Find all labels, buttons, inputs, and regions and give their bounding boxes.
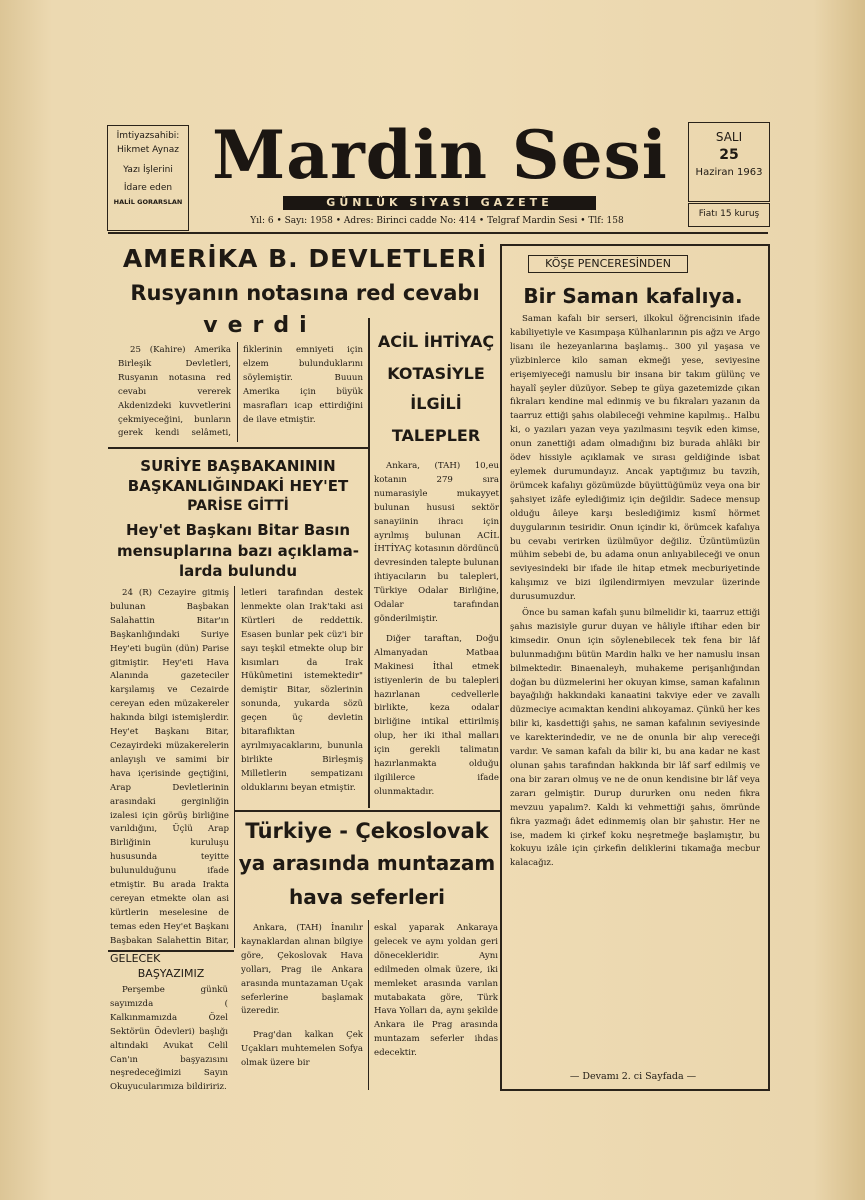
flights-headline-3: hava seferleri (289, 885, 445, 909)
column-paragraph-2: Önce bu saman kafalı şunu bilmelidir ki, taarruz ettiği şahıs mazisiyle gurur duyan ve hâliyle iftihar eden bir kimsedir. Onun için söylenebilecek tek fena bir lâf bulunmadığını bütün Mardin halkı ve her namuslu insan bilmektedir. Binaenaleyh, muhakeme perişanlığından doğan bu düzmelerini her okuyan kimse, saman kafalının bayağılığı hakkındaki kanaatini takviye eder ve zavallı düzmeciye acımaktan kendini alıkoyamaz. Çünkü her kes bilir ki, kasdettiği şahıs, ne saman kafalının seviyesinde ve karekterindedir, ve ne de onunla bir alıp vereceği vardır. Ve saman kafalı da bilir ki, bu ana kadar ne kast olunan şahıs tarafından hakkında bir lâf sarf edilmiş ve ona bir zararı olmuş ve ne de onun kendisine bir lâf veya zararı gelmiştir. Durup dururken onu neden fıkra mevzuu yapalım?. Kaldı ki vehmettiği şahıs, ömründe fıkra yazmağı âdet edinmemiş olan bir şahıstır. Her ne ise, madem ki çirkef koku neşretmeğe başlamıştır, bu kokuyu izâle için çirkefin deliklerini tıkamağa mecbur kalacağız. (510, 608, 760, 869)
acil-headline-1: ACİL İHTİYAÇ (377, 332, 495, 351)
flights-col-1 (241, 922, 363, 1092)
column-label: KÖŞE PENCERESİNDEN (528, 255, 688, 273)
america-col-1 (118, 344, 231, 442)
column-headline: Bir Saman kafalıya. (523, 284, 743, 308)
issue-price: Fiatı 15 kuruş (698, 209, 760, 219)
syria-subhead-1: Hey'et Başkanı Bitar Basın (125, 521, 351, 539)
flights-col-divider (368, 920, 369, 1090)
syria-col-2 (241, 587, 363, 807)
flights-text-1b: Prag'dan kalkan Çek Uçakları muhtemelen Sofya olmak üzere bir (241, 1030, 363, 1069)
acil-paragraph-2: Diğer taraftan, Doğu Almanyadan Matbaa Makinesi İthal etmek istiyenlerin de bu talepleri hazırlanan cedvellerle birlikte, keza odalar birliğine intikal ettirilmiş olup, her iki ithal malları için gerekli talimatın hazırlanmakta olduğu ilgililerce ifade olunmaktadır. (374, 633, 499, 797)
editor-role: İdare eden (123, 183, 173, 193)
america-headline: AMERİKA B. DEVLETLERİ (122, 244, 488, 273)
acil-body (374, 460, 499, 805)
syria-headline-1: SURİYE BAŞBAKANININ (140, 457, 336, 475)
acil-headline-3: İLGİLİ (410, 394, 462, 413)
issue-date-number: 25 (719, 147, 739, 163)
masthead-rule (108, 232, 768, 234)
america-subhead-2: verdi (203, 313, 317, 338)
america-subhead: Rusyanın notasına red cevabı (130, 281, 480, 305)
publisher-label: İmtiyazsahibi: (116, 131, 180, 141)
flights-text-2: eskal yaparak Ankaraya gelecek ve aynı yoldan geri dönecekleridir. Aynı edilmeden olmak üzere, iki memleket arasında varılan mutabakata göre, Türk Hava Yolları da, aynı şekilde Ankara ile Prag arasında muntazam seferler ihdas edecektir. (374, 923, 498, 1059)
publisher-name: Hikmet Aynaz (117, 145, 179, 155)
acil-headline-2: KOTASİYLE (387, 364, 485, 383)
acil-paragraph-1: Ankara, (TAH) 10,eu kotanın 279 sıra numarasiyle mukayyet bulunan hususi sektör sanayiinin ihracı için ayrılmış bulunan ACİL İHTİYAÇ kotasının dördüncü devresinden talepte bulunan ihtiyacıların bu talepleri, Türkiye Odalar Birliğine, Odalar tarafından gönderilmiştir. (374, 461, 499, 624)
column-continued: — Devamı 2. ci Sayfada — (569, 1071, 697, 1082)
editorial-title: BAŞYAZIMIZ (137, 967, 205, 980)
flights-headline-2: ya arasında muntazam (238, 851, 496, 875)
issue-day: SALI (715, 130, 743, 144)
america-bottom-rule (108, 447, 368, 449)
publisher-box (107, 125, 189, 231)
america-text-2: fiklerinin emniyeti için elzem bulunduklarını söylemiştir. Buuun Amerika için büyük masrafları icap ettirdiğini de ilave etmiştir. (243, 345, 363, 425)
editor-label: Yazı İşlerini (123, 165, 173, 175)
editorial-body (110, 984, 228, 1094)
syria-subhead-2: mensuplarına bazı açıklama- (117, 542, 359, 560)
syria-text-1: 24 (R) Cezayire gitmiş bulunan Başbakan Salahattin Bitar'ın Başkanlığındaki Suriye Hey'eti bugün (dün) Parise gitmiştir. Hey'eti Hava Alanında gazeteciler karşılamış ve Cezairde cereyan eden müzakereler hakında bilgi istemişlerdir. Hey'et Başkanı Bitar, Cezayirdeki müzakerelerin anlayışlı ve samimi bir hava içerisinde geçtiğini, Arap Devletlerinin arasındaki gerginliğin izalesi için görüş birliğine varıldığını, Üçlü Arap Birliğinin kuruluşu hususunda teyitte bulunulduğunu ifade etmiştir. Bu arada Irakta cereyan etmekte olan asi kürtlerin meselesine de temas eden Hey'et Başkanı Başbakan Salahettin Bitar, (110, 588, 229, 946)
syria-text-2: letleri tarafından destek lenmekte olan Irak'taki asi Kürtleri de reddettik. Esasen bunlar pek cüz'i bir sayı teşkil etmekte olup bir kısımları da Irak Hükûmetini istemektedir" demiştir Bitar, sözlerinin sonunda, yukarda sözü geçen üç devletin bitaraflıktan ayrılmıyacaklarını, bununla birlikte Birleşmiş Milletlerin sempatizanı olduklarını beyan etmiştir. (241, 588, 363, 793)
america-col-divider (237, 342, 238, 442)
issue-month-year: Haziran 1963 (695, 167, 763, 178)
date-box (688, 122, 770, 202)
newspaper-title: Mardin Sesi (212, 116, 668, 194)
america-text-1: 25 (Kahire) Amerika Birleşik Devletleri, Rusyanın notasına red cevabı vererek Akdenizdeki kuvvetlerini çekmiyeceğini, bunların gerek kendi selâmeti, (118, 345, 231, 439)
america-col-2 (243, 344, 363, 442)
flights-top-rule (234, 810, 500, 812)
flights-text-1: Ankara, (TAH) İnanılır kaynaklardan alınan bilgiye göre, Çekoslovak Hava yolları, Prag ile Ankara arasında muntazaman Uçak seferlerine başlamak üzeredir. (241, 923, 363, 1017)
column-paragraph-1: Saman kafalı bir serseri, ilkokul öğrencisinin ifade kabiliyetiyle ve Kasımpaşa Külhanlarının pis ağzı ve Argo lisanı ile hezeyanlarına başlamış.. 300 yıl yaşasa ve yüzbinlerce kilo saman ekmeği yese, seviyesine erişemiyeceği namuslu bir insana bir takım gülünç ve hayalî şeyler düzüyor. Sebep te güya gazetemizde çıkan fıkraları kendine mal edinmiş ve bu fıkraları yazanın da taarruz ettiği şahıs olabileceği vehmine kapılmış.. Halbu ki, o yazıları yazan veya yazılmasını teşvik eden kimse, onun zanettiği adam olmadığını biz burada ahlâki bir ödev hissiyle açıklamak ve sırası geldiğinde isbat eylemek durumundayız. Ancak yaptığımız bu tavzih, örümcek kafalıyı gözümüzde büyüttüğümüz veya ona bir şahsiyet izâfe eylediğimiz için değildir. Sadece mensup olduğu âileye karşı beslediğimiz kısmî hörmet duygularının tesiridir. Onun içindir ki, örümcek kafalıya bu cevabı verirken üzülmüyor değiliz. Üzüntümüzün mühim sebebi de, bu adama onun anlıyabileceği ve onun seviyesindeki bir ifade ile hitap etmek mecburiyetinde kalışımız ve bizi ilgilendirmiyen mevzular üzerinde durusumuzdur. (510, 314, 760, 603)
syria-subhead-3: larda bulundu (178, 562, 298, 580)
column-body (510, 313, 760, 1065)
newspaper-subtitle: GÜNLÜK SİYASİ GAZETE (283, 196, 596, 210)
flights-col-2 (374, 922, 498, 1092)
editorial-text: Perşembe günkü sayımızda ( Kalkınmamızda Özel Sektörün Ödevleri) başlığı altındaki Avukat Celil Can'ın başyazısını neşredeceğimizi Sayın Okuyucularımıza bildiririz. (110, 985, 228, 1093)
price-box (688, 203, 770, 227)
issue-info-line: Yıl: 6 • Sayı: 1958 • Adres: Birinci cadde No: 414 • Telgraf Mardin Sesi • Tlf: 158 (250, 216, 624, 226)
editorial-label: GELECEK (110, 952, 161, 965)
syria-headline-2: BAŞKANLIĞINDAKİ HEY'ET (127, 477, 349, 495)
syria-col-1 (110, 587, 229, 947)
acil-headline-4: TALEPLER (391, 426, 481, 445)
editor-name: HALİL GORARSLAN (113, 198, 183, 206)
flights-headline-1: Türkiye - Çekoslovak (245, 819, 489, 843)
syria-headline-3: PARİSE GİTTİ (187, 498, 289, 514)
